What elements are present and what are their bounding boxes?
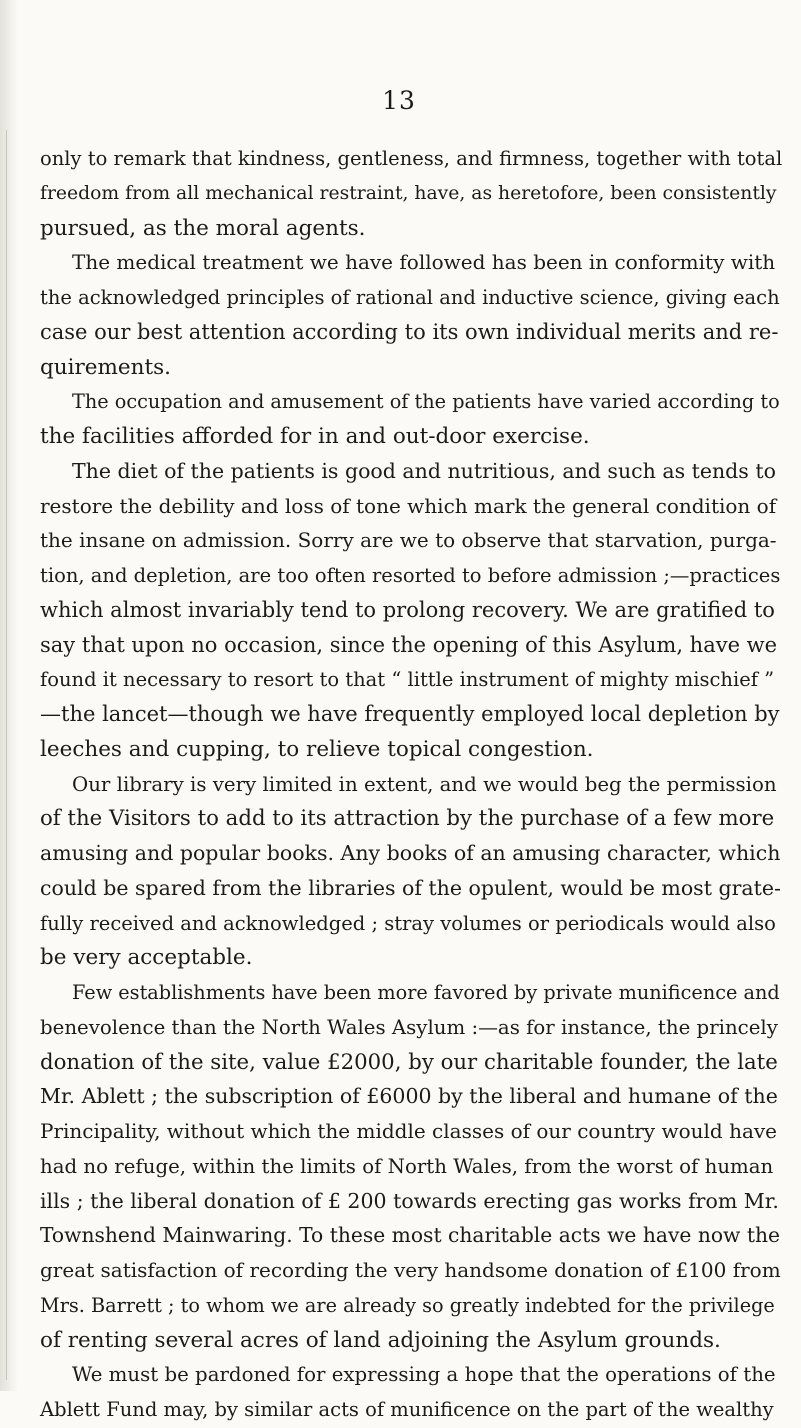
text-line: only to remark that kindness, gentleness, and firmness, together with total xyxy=(40,147,783,170)
text-line: of renting several acres of land adjoining the Asylum grounds. xyxy=(40,1327,721,1353)
text-line: be very acceptable. xyxy=(40,945,253,971)
text-line: restore the debility and loss of tone which mark the general condition of xyxy=(40,493,777,518)
text-line: Townshend Mainwaring. To these most charitable acts we have now the xyxy=(40,1223,780,1248)
text-line: the insane on admission. Sorry are we to observe that starvation, purga- xyxy=(40,528,777,553)
text-line: The medical treatment we have followed has been in conformity with xyxy=(72,250,776,275)
text-line: —the lancet—though we have frequently employed local depletion by xyxy=(40,702,780,726)
text-line: the acknowledged principles of rational and inductive science, giving each xyxy=(40,286,780,309)
text-line: Mrs. Barrett ; to whom we are already so greatly indebted for the privilege xyxy=(40,1293,775,1317)
text-line: donation of the site, value £2000, by our charitable founder, the late xyxy=(40,1049,778,1075)
text-line: Mr. Ablett ; the subscription of £6000 by the liberal and humane of the xyxy=(40,1084,778,1109)
text-line: Few establishments have been more favored by private munificence and xyxy=(72,981,780,1004)
text-line: of the Visitors to add to its attraction by the purchase of a few more xyxy=(40,806,775,832)
page-number: 13 xyxy=(382,86,416,115)
text-line: benevolence than the North Wales Asylum :—as for instance, the princely xyxy=(40,1015,778,1039)
text-line: quirements. xyxy=(40,354,171,380)
text-line: Principality, without which the middle classes of our country would have xyxy=(40,1119,778,1143)
text-line: leeches and cupping, to relieve topical congestion. xyxy=(40,736,594,762)
text-line: The occupation and amusement of the patients have varied according to xyxy=(72,390,780,414)
text-line: pursued, as the moral agents. xyxy=(40,215,366,241)
text-line: ills ; the liberal donation of £ 200 towards erecting gas works from Mr. xyxy=(40,1188,779,1213)
text-line: fully received and acknowledged ; stray volumes or periodicals would also xyxy=(40,911,776,935)
text-line: the facilities afforded for in and out-door exercise. xyxy=(40,424,590,449)
text-line: freedom from all mechanical restraint, have, as heretofore, been consistently xyxy=(40,182,777,204)
text-line: Our library is very limited in extent, and we would beg the permission xyxy=(72,772,777,796)
text-line: say that upon no occasion, since the opening of this Asylum, have we xyxy=(40,632,778,657)
text-line: tion, and depletion, are too often resorted to before admission ;—practices xyxy=(40,564,781,587)
text-line: could be spared from the libraries of the opulent, would be most grate- xyxy=(40,875,781,900)
text-line: The diet of the patients is good and nutritious, and such as tends to xyxy=(72,458,776,483)
text-line: great satisfaction of recording the very handsome donation of £100 from xyxy=(40,1258,781,1282)
text-line: which almost invariably tend to prolong recovery. We are gratified to xyxy=(40,597,775,622)
text-line: case our best attention according to its own individual merits and re- xyxy=(40,319,779,344)
text-line: We must be pardoned for expressing a hope that the operations of the xyxy=(72,1363,776,1387)
text-line: found it necessary to resort to that “ little instrument of mighty mischief ” xyxy=(40,668,775,692)
text-line: amusing and popular books. Any books of an amusing character, which xyxy=(40,841,781,865)
text-line: had no refuge, within the limits of North Wales, from the worst of human xyxy=(40,1154,774,1178)
text-line: Ablett Fund may, by similar acts of munificence on the part of the wealthy xyxy=(40,1398,774,1421)
